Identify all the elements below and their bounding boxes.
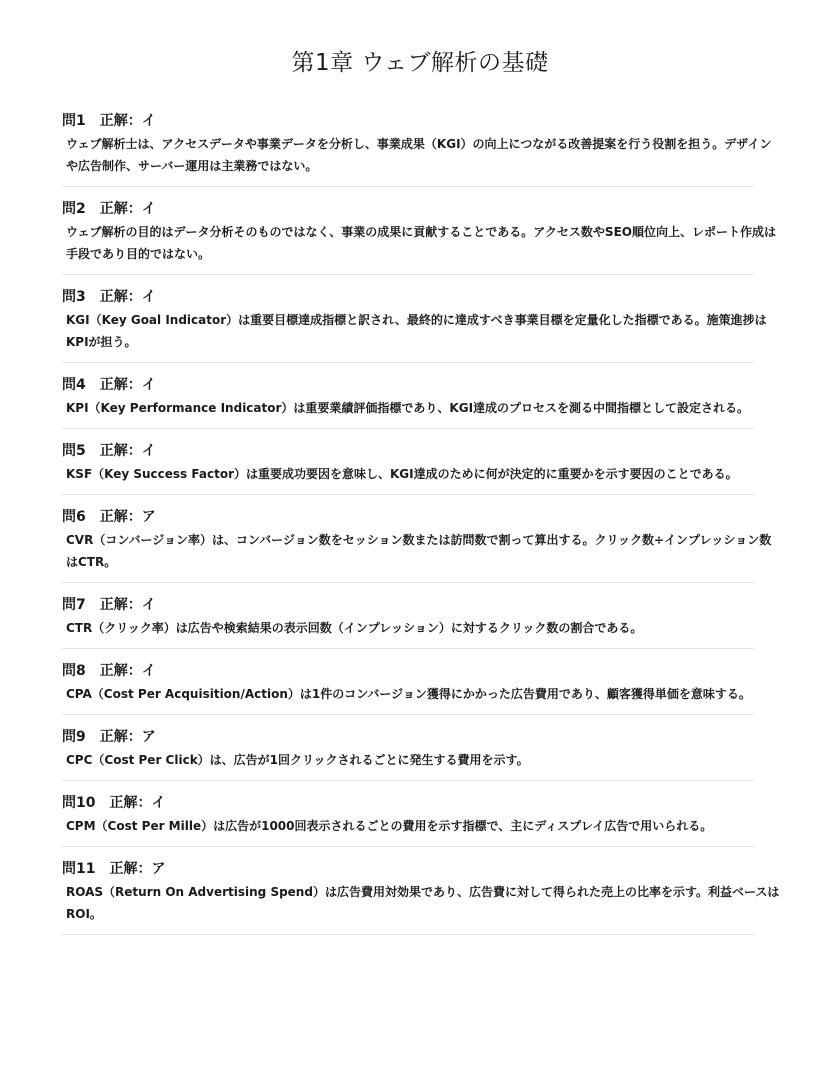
question-header — [62, 860, 754, 878]
question-number: 問9 — [62, 729, 86, 745]
correct-answer: 正解：イ — [99, 443, 156, 459]
answer-explanation: KGI（Key Goal Indicator）は重要目標達成指標と訳され、最終的に達成すべき事業目標を定量化した指標である。施策進捗はKPIが担う。 — [66, 313, 767, 349]
question-header — [62, 794, 754, 812]
answer-explanation: CPC（Cost Per Click）は、広告が1回クリックされるごとに発生する費用を示す。 — [66, 753, 529, 767]
answer-explanation: CPM（Cost Per Mille）は広告が1000回表示されるごとの費用を示す指標で、主にディスプレイ広告で用いられる。 — [66, 819, 713, 833]
correct-answer: 正解：イ — [99, 597, 156, 613]
answer-item-3 — [62, 288, 767, 363]
answer-explanation: KPI（Key Performance Indicator）は重要業績評価指標であり、KGI達成のプロセスを測る中間指標として設定される。 — [66, 401, 750, 415]
answer-item-5 — [62, 442, 754, 495]
question-number: 問10 — [62, 795, 96, 811]
page-title: 第1章 ウェブ解析の基礎 — [291, 50, 549, 76]
answer-item-11 — [62, 860, 780, 935]
question-number: 問5 — [62, 443, 86, 459]
answer-explanation: CPA（Cost Per Acquisition/Action）は1件のコンバージョン獲得にかかった広告費用であり、顧客獲得単価を意味する。 — [66, 687, 751, 701]
question-number: 問2 — [62, 201, 86, 217]
question-header — [62, 508, 754, 526]
answer-explanation: KSF（Key Success Factor）は重要成功要因を意味し、KGI達成のために何が決定的に重要かを示す要因のことである。 — [66, 467, 738, 481]
answer-item-4 — [62, 376, 754, 429]
correct-answer: 正解：ア — [99, 729, 156, 745]
answer-item-7 — [62, 596, 754, 649]
answer-explanation: ROAS（Return On Advertising Spend）は広告費用対効果であり、広告費に対して得られた売上の比率を示す。利益ベースはROI。 — [66, 885, 780, 921]
question-number: 問7 — [62, 597, 86, 613]
answer-item-10 — [62, 794, 754, 847]
answer-explanation: CTR（クリック率）は広告や検索結果の表示回数（インプレッション）に対するクリック数の割合である。 — [66, 621, 643, 635]
correct-answer: 正解：イ — [99, 289, 156, 305]
correct-answer: 正解：イ — [109, 795, 166, 811]
correct-answer: 正解：イ — [99, 663, 156, 679]
question-header — [62, 288, 754, 306]
answer-explanation: CVR（コンバージョン率）は、コンバージョン数をセッション数または訪問数で割って算出する。クリック数÷インプレッション数はCTR。 — [66, 533, 772, 569]
question-header — [62, 596, 754, 614]
question-number: 問8 — [62, 663, 86, 679]
answer-item-9 — [62, 728, 754, 781]
question-header — [62, 662, 754, 680]
correct-answer: 正解：イ — [99, 113, 156, 129]
question-number: 問6 — [62, 509, 86, 525]
question-header — [62, 728, 754, 746]
answer-explanation: ウェブ解析の目的はデータ分析そのものではなく、事業の成果に貢献することである。アクセス数やSEO順位向上、レポート作成は手段であり目的ではない。 — [66, 225, 776, 261]
question-header — [62, 376, 754, 394]
correct-answer: 正解：ア — [99, 509, 156, 525]
correct-answer: 正解：ア — [109, 861, 166, 877]
question-header — [62, 200, 754, 218]
answer-item-8 — [62, 662, 754, 715]
correct-answer: 正解：イ — [99, 377, 156, 393]
question-number: 問3 — [62, 289, 86, 305]
question-header — [62, 442, 754, 460]
answer-explanation: ウェブ解析士は、アクセスデータや事業データを分析し、事業成果（KGI）の向上につながる改善提案を行う役割を担う。デザインや広告制作、サーバー運用は主業務ではない。 — [66, 137, 772, 173]
question-header — [62, 112, 754, 130]
question-number: 問11 — [62, 861, 96, 877]
answer-item-1 — [62, 112, 772, 187]
question-number: 問1 — [62, 113, 86, 129]
question-number: 問4 — [62, 377, 86, 393]
answer-list — [62, 112, 780, 948]
answer-item-6 — [62, 508, 772, 583]
correct-answer: 正解：イ — [99, 201, 156, 217]
answer-item-2 — [62, 200, 776, 275]
